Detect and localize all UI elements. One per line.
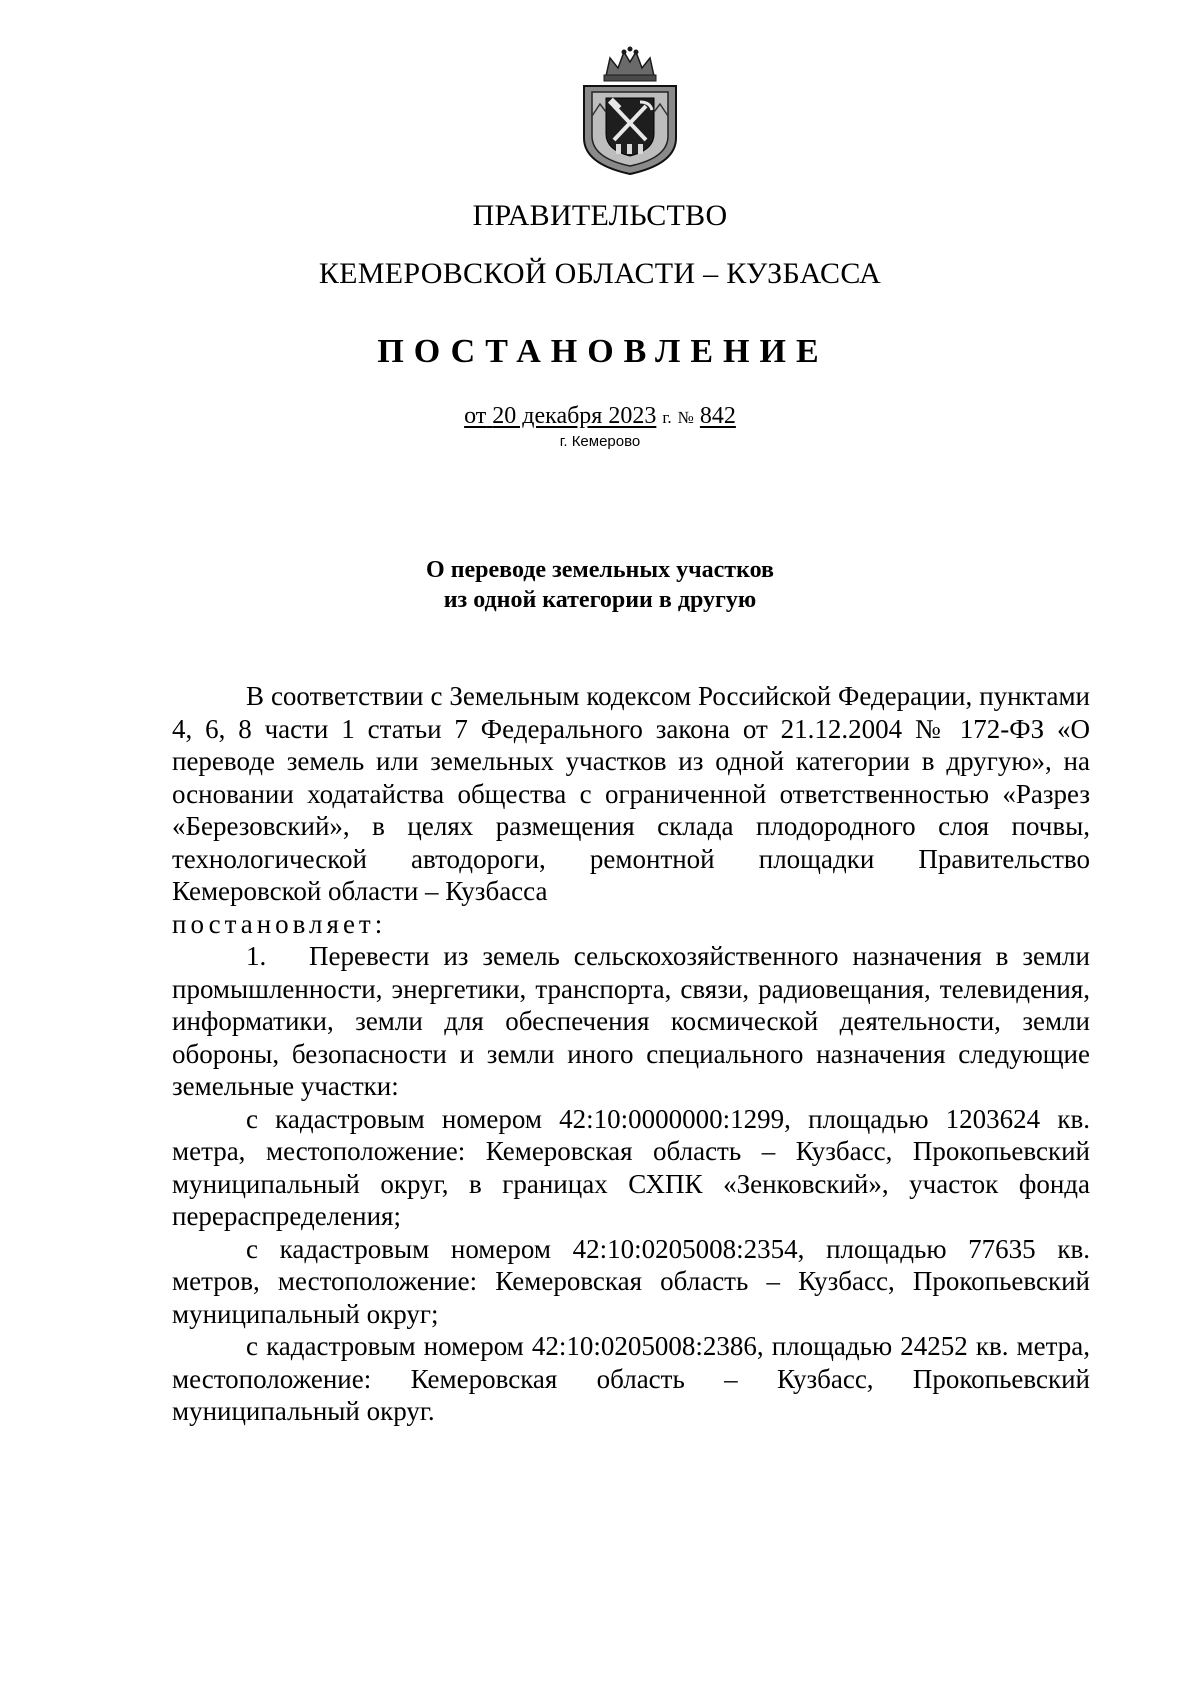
document-body (172, 680, 1090, 1428)
government-name-line2: КЕМЕРОВСКОЙ ОБЛАСТИ – КУЗБАССА (318, 257, 882, 290)
date-prefix: от (464, 403, 487, 429)
parcel-paragraph-1: с кадастровым номером 42:10:0000000:1299, площадью 1203624 кв. метра, местоположение: Кемеровская область – Кузбасс, Прокопьевский муниципальный округ, в границах СХПК «Зенковский», участок фонда перераспределения; (172, 1103, 1090, 1231)
document-title (0, 555, 1200, 615)
item-1-text: Перевести из земель сельскохозяйственного назначения в земли промышленности, энергетики, транспорта, связи, радиовещания, телевидения, информатики, земли для обеспечения космической деятельности, земли обороны, безопасности и земли иного специального назначения следующие земельные участки: (172, 941, 1090, 1101)
date-text: 20 декабря 2023 (492, 403, 657, 429)
document-type-heading: ПОСТАНОВЛЕНИЕ (377, 333, 829, 370)
number-sign: № (677, 408, 694, 427)
year-suffix: г. (662, 408, 672, 427)
preamble-paragraph: В соответствии с Земельным кодексом Российской Федерации, пунктами 4, 6, 8 части 1 статьи 7 Федерального закона от 21.12.2004 № 172-ФЗ «О переводе земель или земельных участков из одной категории в другую», на основании ходатайства общества с ограниченной ответственностью «Разрез «Березовский», в целях размещения склада плодородного слоя почвы, технологической автодороги, ремонтной площадки Правительство Кемеровской области – Кузбасса (172, 681, 1090, 906)
city-name: г. Кемерово (559, 433, 641, 450)
resolves-word: постановляет: (172, 908, 387, 939)
title-line1: О переводе земельных участков (426, 557, 774, 583)
resolves-line (172, 908, 1090, 941)
coat-of-arms-icon (578, 46, 682, 176)
government-name-line1: ПРАВИТЕЛЬСТВО (472, 199, 728, 232)
date-value (464, 403, 656, 429)
parcel-paragraph-3: с кадастровым номером 42:10:0205008:2386, площадью 24252 кв. метра, местоположение: Кемеровская область – Кузбасс, Прокопьевский муниципальный округ. (172, 1331, 1090, 1426)
title-line2: из одной категории в другую (443, 587, 757, 613)
document-number: 842 (699, 403, 736, 429)
date-number-line (0, 401, 1200, 433)
item-1-paragraph (172, 940, 1090, 1103)
item-1-number: 1. (246, 941, 267, 971)
parcel-paragraph-2: с кадастровым номером 42:10:0205008:2354, площадью 77635 кв. метров, местоположение: Кемеровская область – Кузбасс, Прокопьевский муниципальный округ; (172, 1233, 1090, 1329)
